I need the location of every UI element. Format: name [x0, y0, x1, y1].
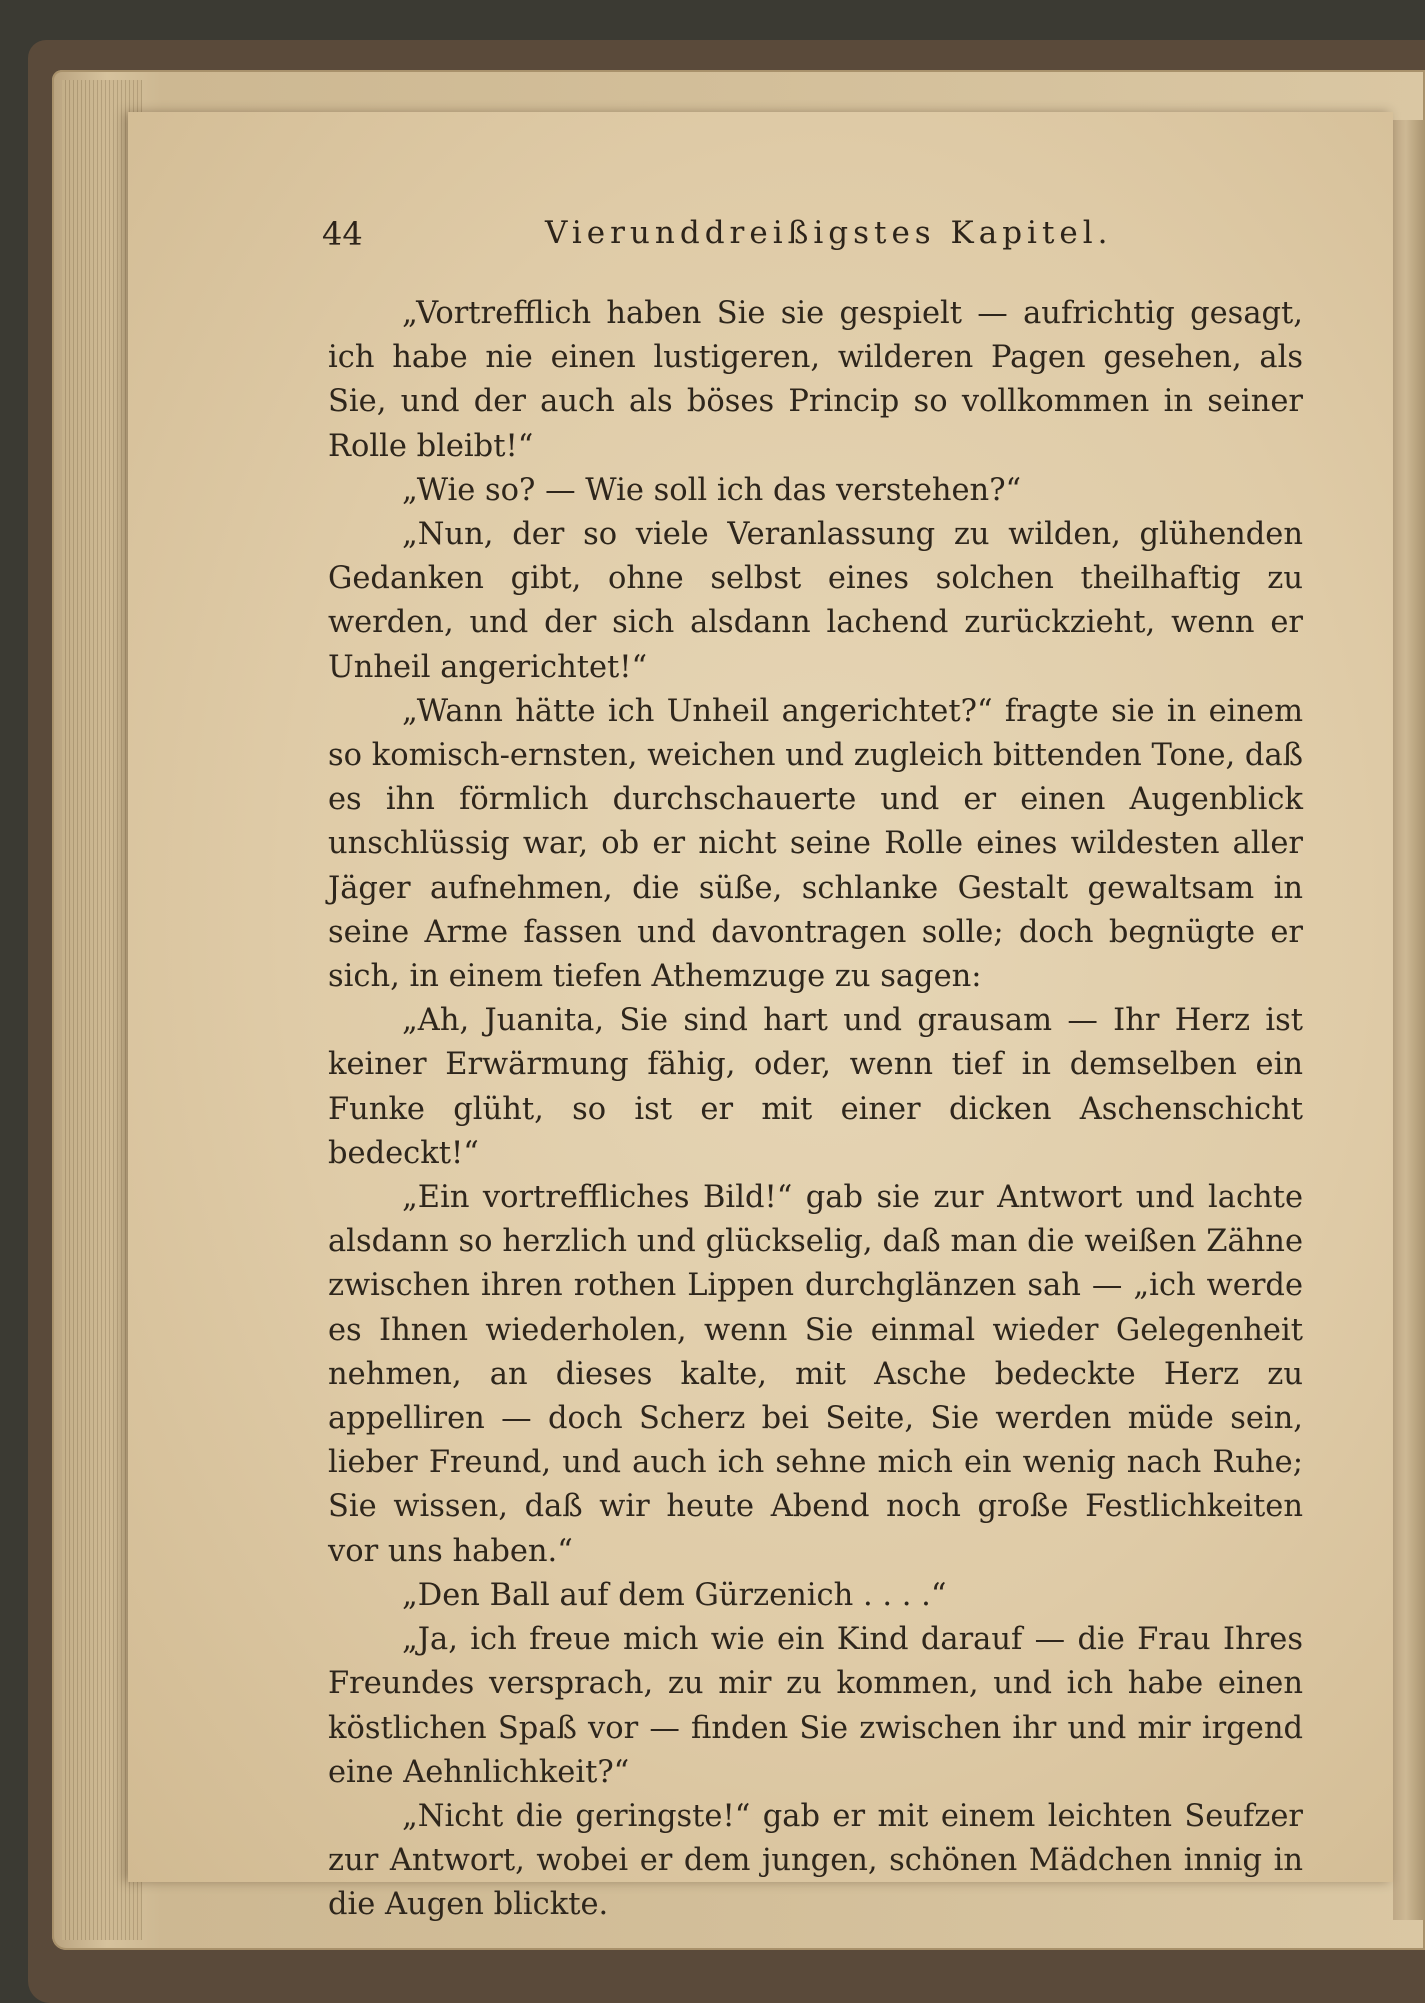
paragraph: „Ja, ich freue mich wie ein Kind darauf — die Frau Ihres Freundes versprach, zu mir zu kommen, und ich habe einen köstlichen Spaß vor — finden Sie zwischen ihr und mir irgend eine Aehnlichkeit?“ — [328, 1622, 1303, 1790]
paragraph: „Wann hätte ich Unheil angerichtet?“ fragte sie in einem so komisch-ernsten, weichen und zugleich bittenden Tone, daß es ihn förmlich durchschauerte und er einen Augenblick unschlüssig war, ob er nicht seine Rolle eines wildesten aller Jäger aufnehmen, die süße, schlanke Gestalt gewaltsam in seine Arme fassen und davontragen solle; doch begnügte er sich, in einem tiefen Athemzuge zu sagen: — [328, 693, 1303, 995]
body-text — [328, 292, 1303, 1928]
page-header — [200, 215, 1300, 255]
paragraph: „Nicht die geringste!“ gab er mit einem leichten Seufzer zur Antwort, wobei er dem jungen, schönen Mädchen innig in die Augen blickte. — [328, 1798, 1303, 1923]
running-title: Vierunddreißigstes Kapitel. — [545, 215, 1113, 251]
paragraph: „Ah, Juanita, Sie sind hart und grausam — Ihr Herz ist keiner Erwärmung fähig, oder, wenn tief in demselben ein Funke glüht, so ist er mit einer dicken Aschenschicht bedeckt!“ — [328, 1003, 1303, 1171]
paragraph: „Nun, der so viele Veranlassung zu wilden, glühenden Gedanken gibt, ohne selbst eines solchen theilhaftig zu werden, und der sich alsdann lachend zurückzieht, wenn er Unheil angerichtet!“ — [328, 517, 1303, 685]
paragraph: „Vortrefflich haben Sie sie gespielt — aufrichtig gesagt, ich habe nie einen lustigeren, wilderen Pagen gesehen, als Sie, und der auch als böses Princip so vollkommen in seiner Rolle bleibt!“ — [328, 296, 1303, 464]
page-number: 44 — [322, 215, 363, 253]
paragraph: „Ein vortreffliches Bild!“ gab sie zur Antwort und lachte alsdann so herzlich und glückselig, daß man die weißen Zähne zwischen ihren rothen Lippen durchglänzen sah — „ich werde es Ihnen wiederholen, wenn Sie einmal wieder Gelegenheit nehmen, an dieses kalte, mit Asche bedeckte Herz zu appelliren — doch Scherz bei Seite, Sie werden müde sein, lieber Freund, und auch ich sehne mich ein wenig nach Ruhe; Sie wissen, daß wir heute Abend noch große Festlichkeiten vor uns haben.“ — [328, 1180, 1303, 1569]
paragraph: „Den Ball auf dem Gürzenich . . . .“ — [402, 1577, 947, 1613]
right-page-edge — [1393, 120, 1425, 1920]
paragraph: „Wie so? — Wie soll ich das verstehen?“ — [402, 472, 1022, 508]
